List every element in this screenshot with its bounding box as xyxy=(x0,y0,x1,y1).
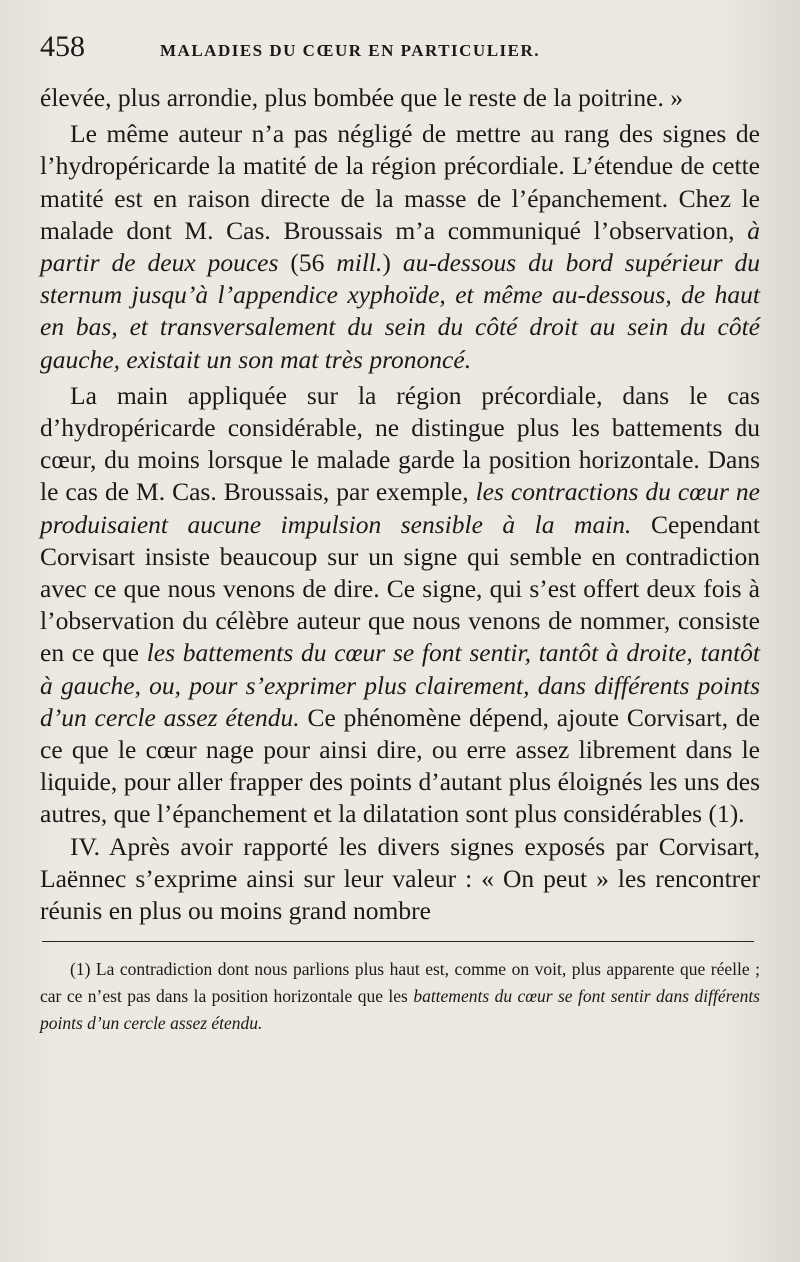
paragraph-1: élevée, plus arrondie, plus bombée que le reste de la poitrine. » xyxy=(40,83,683,112)
page-number: 458 xyxy=(40,30,85,63)
italic-span: à partir de deux pouces xyxy=(40,215,760,278)
footnote-rule xyxy=(42,941,754,942)
paragraph-4: IV. Après avoir rapporté les divers signes exposés par Corvisart, Laënnec s’exprime ainsi sur leur valeur : « On peut » les rencontrer réunis en plus ou moins grand nombre xyxy=(40,831,760,926)
italic-span: les contractions du cœur ne produisaient aucune impulsion sensible à la main. xyxy=(40,477,760,539)
paragraph-3: La main appliquée sur la région précordiale, dans le cas d’hydropéricarde considérable, ne distingue plus les battements du cœur, du moins lorsque le malade garde la position horizontale. Dans le cas de M. Cas. Broussais, par exemple, les contractions du cœur ne produisaient aucune impulsion sensible à la main. Cependant Corvisart insiste beaucoup sur un signe qui semble en contradiction avec ce que nous venons de dire. Ce signe, qui s’est offert deux fois à l’observation du célèbre auteur que nous venons de nommer, consiste en ce que les battements du cœur se font sentir, tantôt à droite, tantôt à gauche, ou, pour s’exprimer plus clairement, dans différents points d’un cercle assez étendu. Ce phénomène dépend, ajoute Corvisart, de ce que le cœur nage pour ainsi dire, ou erre assez librement dans le liquide, pour aller frapper des points d’autant plus éloignés les uns des autres, que l’épanchement et la dilatation sont plus considérables (1). xyxy=(40,380,761,829)
body-text xyxy=(40,82,760,927)
running-title: MALADIES DU CŒUR EN PARTICULIER. xyxy=(160,41,541,60)
footnote-1: (1) La contradiction dont nous parlions plus haut est, comme on voit, plus apparente que réelle ; car ce n’est pas dans la position horizontale que les battements du cœur se font sentir dans différents points d’un cercle assez étendu. xyxy=(40,959,760,1034)
italic-span: battements du cœur se font sentir dans différents points d’un cercle assez étendu. xyxy=(40,986,760,1034)
running-head xyxy=(40,30,760,82)
footnotes xyxy=(40,956,760,1037)
italic-span: mill. xyxy=(336,248,383,278)
italic-span: au-dessous du bord supérieur du sternum jusqu’à l’appendice xyphoïde, et même au-dessous, de haut en bas, et transversalement du sein du côté droit au sein du côté gauche, existait un son mat très prononcé. xyxy=(40,248,760,374)
paragraph-2: Le même auteur n’a pas négligé de mettre au rang des signes de l’hydropéricarde la matité de la région précordiale. L’étendue de cette matité est en raison directe de la masse de l’épanchement. Chez le malade dont M. Cas. Broussais m’a communiqué l’observation, à partir de deux pouces (56 mill.) au-dessous du bord supérieur du sternum jusqu’à l’appendice xyphoïde, et même au-dessous, de haut en bas, et transversalement du sein du côté droit au sein du côté gauche, existait un son mat très prononcé. xyxy=(40,119,760,374)
italic-span: les battements du cœur se font sentir, tantôt à droite, tantôt à gauche, ou, pour s’exprimer plus clairement, dans différents points d’un cercle assez étendu. xyxy=(40,638,760,732)
